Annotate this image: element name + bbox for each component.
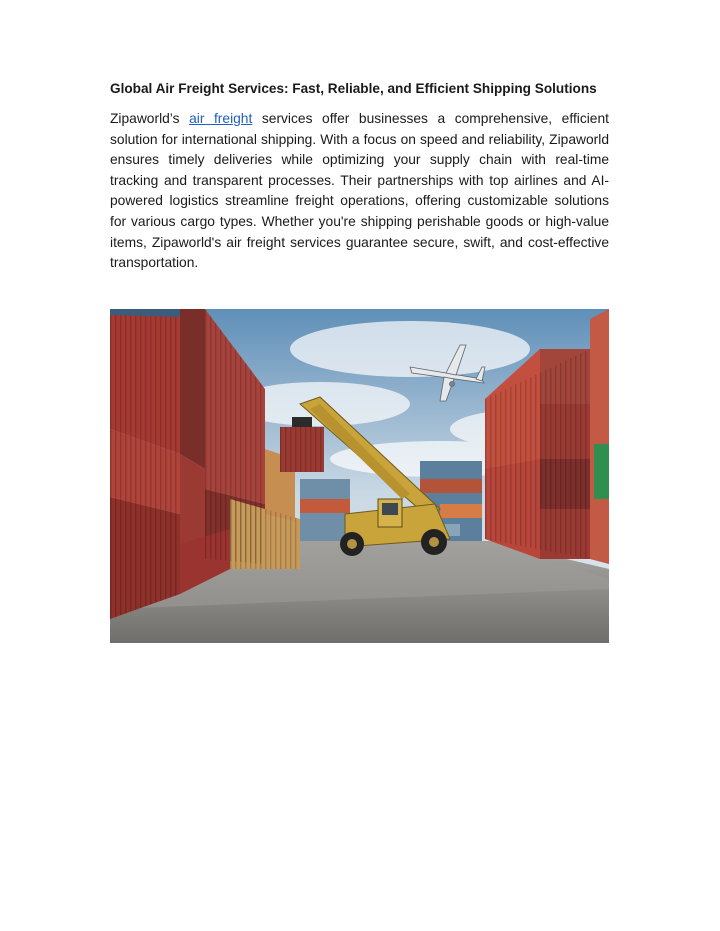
body-paragraph (110, 109, 609, 274)
paragraph-text-end: services offer businesses a comprehensive, efficient solution for international shipping. With a focus on speed and reliability, Zipaworld ensures timely deliveries while optimizing your supply chain with real-time tracking and transparent processes. Their partnerships with top airlines and AI-powered logistics streamline freight operations, offering customizable solutions for various cargo types. Whether you're shipping perishable goods or high-value items, Zipaworld's air freight services guarantee secure, swift, and cost-effective transportation. (110, 111, 609, 271)
paragraph-text-start: Zipaworld’s (110, 111, 190, 126)
section-heading: Global Air Freight Services: Fast, Reliable, and Efficient Shipping Solutions (110, 81, 597, 96)
container-yard-photo (110, 309, 609, 643)
air-freight-link[interactable]: air freight (189, 111, 253, 126)
